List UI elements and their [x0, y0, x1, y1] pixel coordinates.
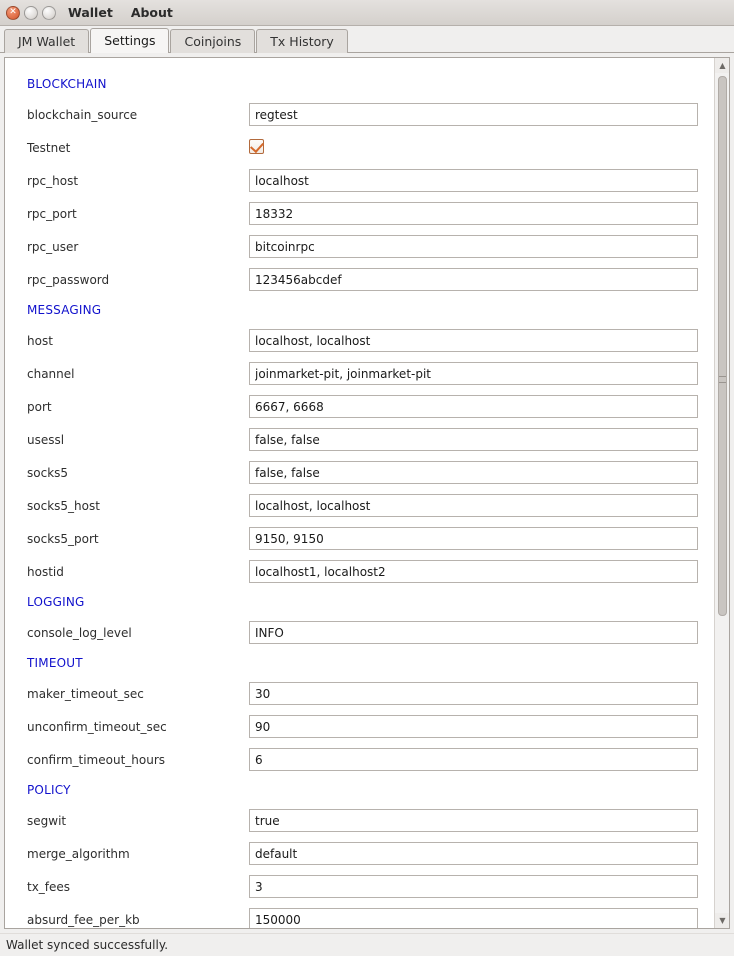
vertical-scrollbar[interactable]: [714, 58, 729, 928]
setting-label: merge_algorithm: [27, 846, 130, 861]
status-message: Wallet synced successfully.: [6, 937, 169, 952]
setting-row: [5, 616, 706, 649]
setting-checkbox[interactable]: [249, 139, 264, 154]
close-icon[interactable]: ✕: [6, 6, 20, 20]
setting-label: rpc_password: [27, 272, 110, 287]
setting-label: channel: [27, 366, 75, 381]
minimize-icon[interactable]: [24, 6, 38, 20]
setting-label: rpc_user: [27, 239, 79, 254]
setting-label: socks5: [27, 465, 69, 480]
setting-row: [5, 743, 706, 776]
tab-jm-wallet[interactable]: JM Wallet: [4, 29, 89, 53]
setting-input[interactable]: [249, 329, 698, 352]
setting-input[interactable]: [249, 908, 698, 928]
setting-label: socks5_host: [27, 498, 100, 513]
setting-label: rpc_host: [27, 173, 79, 188]
setting-row: [5, 677, 706, 710]
settings-body: [0, 53, 734, 933]
setting-input[interactable]: [249, 809, 698, 832]
setting-input[interactable]: [249, 842, 698, 865]
setting-row: [5, 710, 706, 743]
chevron-down-icon[interactable]: ▼: [715, 913, 730, 928]
setting-input[interactable]: [249, 395, 698, 418]
setting-input[interactable]: [249, 461, 698, 484]
setting-row: [5, 390, 706, 423]
chevron-up-icon[interactable]: ▲: [715, 58, 730, 73]
settings-form: [5, 58, 714, 928]
menu-item-wallet[interactable]: Wallet: [68, 5, 113, 20]
setting-row: [5, 456, 706, 489]
setting-input[interactable]: [249, 428, 698, 451]
setting-row: [5, 423, 706, 456]
setting-input[interactable]: [249, 169, 698, 192]
section-heading: TIMEOUT: [27, 656, 83, 670]
setting-input[interactable]: [249, 715, 698, 738]
setting-label: host: [27, 333, 53, 348]
setting-label: confirm_timeout_hours: [27, 752, 166, 767]
menu-item-about[interactable]: About: [130, 5, 173, 20]
setting-row: [5, 164, 706, 197]
menu-bar: [66, 3, 175, 22]
tab-coinjoins[interactable]: Coinjoins: [170, 29, 255, 53]
setting-input[interactable]: [249, 621, 698, 644]
setting-input[interactable]: [249, 202, 698, 225]
setting-row: [5, 870, 706, 903]
setting-label: Testnet: [27, 140, 71, 155]
setting-label: tx_fees: [27, 879, 71, 894]
section-heading: MESSAGING: [27, 303, 102, 317]
setting-input[interactable]: [249, 494, 698, 517]
setting-input[interactable]: [249, 875, 698, 898]
setting-input[interactable]: [249, 527, 698, 550]
setting-row: [5, 197, 706, 230]
setting-label: hostid: [27, 564, 64, 579]
setting-row: [5, 522, 706, 555]
setting-row: [5, 324, 706, 357]
setting-input[interactable]: [249, 268, 698, 291]
setting-row: [5, 837, 706, 870]
maximize-icon[interactable]: [42, 6, 56, 20]
setting-label: blockchain_source: [27, 107, 138, 122]
setting-label: rpc_port: [27, 206, 77, 221]
setting-input[interactable]: [249, 682, 698, 705]
setting-label: port: [27, 399, 52, 414]
setting-label: maker_timeout_sec: [27, 686, 144, 701]
setting-row: [5, 555, 706, 588]
setting-input[interactable]: [249, 362, 698, 385]
setting-row: [5, 804, 706, 837]
setting-row: [5, 489, 706, 522]
setting-row: [5, 903, 706, 928]
setting-label: socks5_port: [27, 531, 99, 546]
setting-row: [5, 131, 706, 164]
window-title-bar: [0, 0, 734, 26]
setting-label: unconfirm_timeout_sec: [27, 719, 167, 734]
tab-strip: [0, 26, 734, 53]
window-controls: [6, 6, 56, 20]
setting-input[interactable]: [249, 103, 698, 126]
scrollbar-thumb[interactable]: [718, 76, 727, 616]
settings-panel: [4, 57, 730, 929]
setting-input[interactable]: [249, 748, 698, 771]
setting-input[interactable]: [249, 560, 698, 583]
setting-label: console_log_level: [27, 625, 132, 640]
setting-label: absurd_fee_per_kb: [27, 912, 140, 927]
tab-tx-history[interactable]: Tx History: [256, 29, 347, 53]
setting-row: [5, 263, 706, 296]
setting-input[interactable]: [249, 235, 698, 258]
section-heading: LOGGING: [27, 595, 85, 609]
setting-row: [5, 98, 706, 131]
tab-settings[interactable]: Settings: [90, 28, 169, 53]
section-heading: BLOCKCHAIN: [27, 77, 107, 91]
status-bar: [0, 933, 734, 955]
scrollbar-grip: [719, 376, 726, 383]
setting-row: [5, 357, 706, 390]
setting-label: segwit: [27, 813, 67, 828]
setting-label: usessl: [27, 432, 65, 447]
setting-checkbox-wrap: [249, 139, 706, 157]
section-heading: POLICY: [27, 783, 71, 797]
setting-row: [5, 230, 706, 263]
